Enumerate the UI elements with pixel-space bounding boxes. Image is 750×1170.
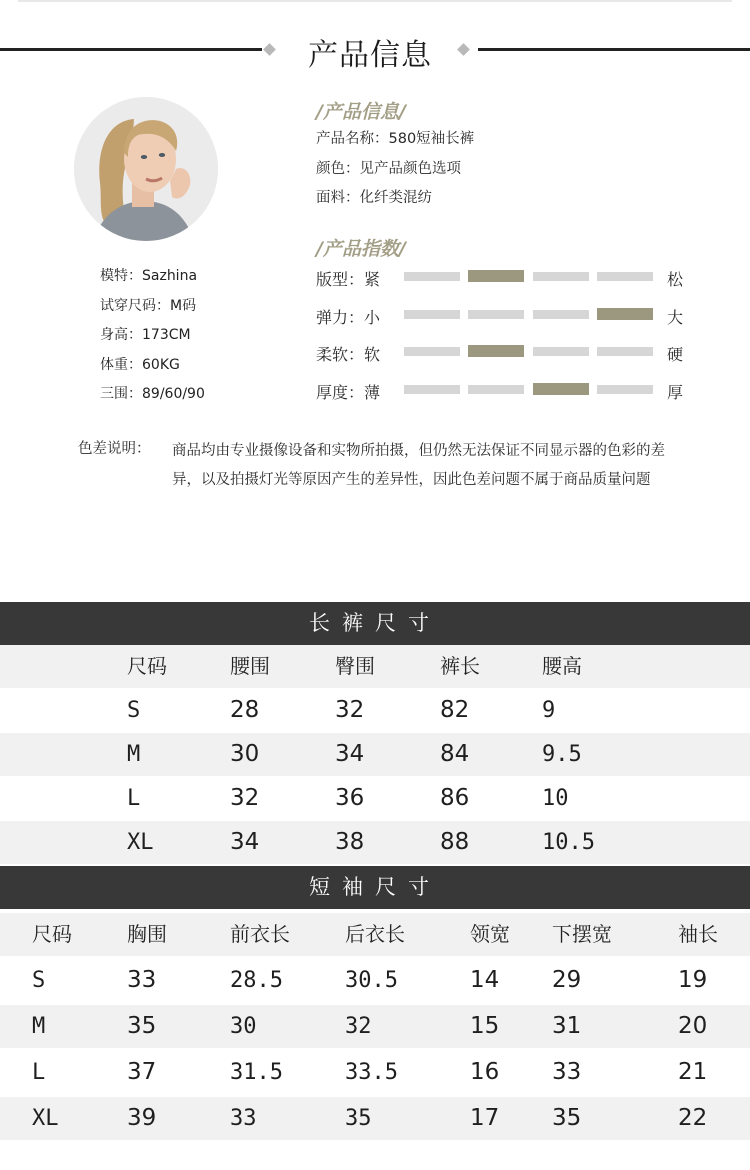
index-label: 厚度：薄 [316, 383, 381, 402]
index-label: 弹力：小 [316, 308, 381, 327]
color-note-label: 色差说明： [78, 441, 151, 457]
index-bar [404, 347, 460, 356]
index-bar [597, 385, 653, 394]
table-cell: 22 [678, 1105, 708, 1131]
table-cell: L [127, 786, 141, 811]
page-title: 产品信息 [308, 38, 432, 73]
table-row [0, 821, 750, 864]
table-cell: 32 [230, 785, 260, 811]
column-header: 前衣长 [230, 922, 290, 946]
model-avatar [74, 97, 218, 241]
product-info-title: /产品信息/ [316, 101, 406, 123]
index-bar [533, 347, 589, 356]
table-cell: 86 [440, 785, 470, 811]
table-cell: 19 [678, 967, 708, 993]
product-index-title: /产品指数/ [316, 238, 406, 260]
table-row [0, 689, 750, 732]
table-cell: 32 [345, 1014, 372, 1039]
index-bar [468, 385, 524, 394]
index-bar [404, 385, 460, 394]
index-end-label: 硬 [667, 345, 684, 364]
table-cell: 16 [470, 1059, 500, 1085]
table-header-row [0, 913, 750, 956]
table-row [0, 959, 750, 1002]
table-row [0, 733, 750, 776]
index-bar [533, 272, 589, 281]
table-cell: 35 [127, 1013, 157, 1039]
index-row [316, 305, 696, 325]
model-size: 试穿尺码：M码 [100, 297, 197, 314]
top-divider [18, 0, 732, 2]
table-cell: M [127, 742, 141, 767]
product-name: 产品名称：580短袖长裤 [316, 131, 475, 147]
model-info [100, 262, 205, 410]
table-cell: XL [127, 830, 154, 855]
column-header: 袖长 [678, 922, 718, 946]
table-cell: XL [32, 1106, 59, 1131]
product-fabric: 面料：化纤类混纺 [316, 190, 432, 206]
header-line-right [478, 48, 750, 51]
model-height: 身高：173CM [100, 327, 191, 343]
column-header: 胸围 [127, 922, 167, 946]
table-cell: 10 [542, 786, 569, 811]
index-bar [468, 310, 524, 319]
table-cell: 30.5 [345, 968, 398, 993]
table-cell: 10.5 [542, 830, 595, 855]
pants-table-title: 长裤尺寸 [0, 602, 750, 645]
table-header-row [0, 645, 750, 688]
model-weight: 体重：60KG [100, 356, 180, 373]
column-header: 下摆宽 [552, 922, 612, 946]
index-bar-active [468, 345, 524, 357]
table-cell: M [32, 1014, 46, 1039]
table-cell: 38 [335, 829, 365, 855]
column-header: 腰围 [230, 654, 270, 678]
index-label: 版型：紧 [316, 270, 381, 289]
table-row [0, 777, 750, 820]
column-header: 尺码 [32, 922, 72, 946]
column-header: 后衣长 [345, 922, 405, 946]
table-cell: L [32, 1060, 46, 1085]
index-bar [404, 272, 460, 281]
table-cell: 15 [470, 1013, 500, 1039]
table-cell: 35 [345, 1106, 372, 1131]
table-cell: 35 [552, 1105, 582, 1131]
table-cell: 30 [230, 741, 260, 767]
table-cell: 82 [440, 697, 470, 723]
table-cell: 88 [440, 829, 470, 855]
table-cell: 20 [678, 1013, 708, 1039]
index-label: 柔软：软 [316, 345, 381, 364]
table-cell: 9.5 [542, 742, 582, 767]
column-header: 臀围 [335, 654, 375, 678]
table-cell: 14 [470, 967, 500, 993]
table-cell: 28.5 [230, 968, 283, 993]
table-cell: 39 [127, 1105, 157, 1131]
table-cell: 32 [335, 697, 365, 723]
table-row [0, 1097, 750, 1140]
column-header: 领宽 [470, 922, 510, 946]
index-row [316, 267, 696, 287]
index-bar-active [597, 308, 653, 320]
table-cell: 34 [230, 829, 260, 855]
table-row [0, 1051, 750, 1094]
model-measurements: 三围：89/60/90 [100, 386, 205, 402]
model-name: 模特：Sazhina [100, 268, 198, 284]
index-end-label: 厚 [667, 383, 684, 402]
column-header: 尺码 [127, 654, 167, 678]
table-cell: S [127, 698, 141, 723]
table-cell: 21 [678, 1059, 708, 1085]
color-note-text: 商品均由专业摄像设备和实物所拍摄，但仍然无法保证不同显示器的色彩的差异，以及拍摄灯光等原因产生的差异性，因此色差问题不属于商品质量问题 [172, 443, 665, 488]
table-cell: 84 [440, 741, 470, 767]
table-cell: 17 [470, 1105, 500, 1131]
table-cell: 37 [127, 1059, 157, 1085]
table-cell: 30 [230, 1014, 257, 1039]
table-cell: 31.5 [230, 1060, 283, 1085]
index-row [316, 380, 696, 400]
header-line-left [0, 48, 262, 51]
table-row [0, 1005, 750, 1048]
index-bar [597, 272, 653, 281]
column-header: 裤长 [440, 654, 480, 678]
index-bar [597, 347, 653, 356]
table-cell: S [32, 968, 46, 993]
table-cell: 33.5 [345, 1060, 398, 1085]
index-bar [404, 310, 460, 319]
column-header: 腰高 [542, 654, 582, 678]
index-end-label: 松 [667, 270, 684, 289]
table-cell: 31 [552, 1013, 582, 1039]
table-cell: 34 [335, 741, 365, 767]
sleeve-table-title: 短袖尺寸 [0, 866, 750, 909]
index-row [316, 342, 696, 362]
product-color: 颜色：见产品颜色选项 [316, 161, 461, 177]
table-cell: 28 [230, 697, 260, 723]
table-cell: 36 [335, 785, 365, 811]
index-bar [533, 310, 589, 319]
index-end-label: 大 [667, 308, 684, 327]
table-cell: 33 [552, 1059, 582, 1085]
table-cell: 9 [542, 698, 556, 723]
table-cell: 33 [230, 1106, 257, 1131]
index-bar-active [533, 383, 589, 395]
table-cell: 29 [552, 967, 582, 993]
table-cell: 33 [127, 967, 157, 993]
index-bar-active [468, 270, 524, 282]
